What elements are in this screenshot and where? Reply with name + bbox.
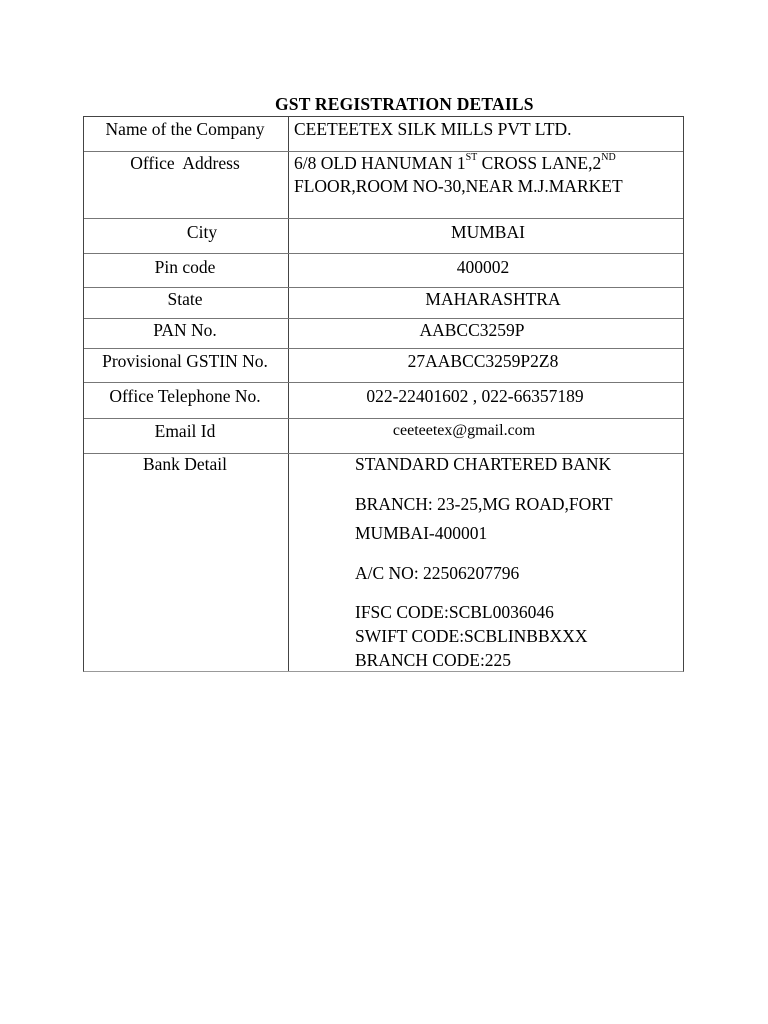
- value-bank-ifsc: IFSC CODE:SCBL0036046: [355, 602, 554, 622]
- value-telephone: 022-22401602 , 022-66357189: [366, 386, 584, 406]
- value-pin-code: 400002: [456, 257, 510, 277]
- label-email: Email Id: [154, 421, 216, 441]
- value-pan: AABCC3259P: [419, 320, 525, 340]
- address-superscript-nd: ND: [601, 152, 616, 164]
- row-divider: [84, 287, 683, 288]
- row-divider: [84, 418, 683, 419]
- address-line1-part2: CROSS LANE,2: [477, 153, 602, 173]
- label-telephone: Office Telephone No.: [109, 386, 261, 406]
- address-superscript-st: ST: [465, 152, 478, 164]
- label-bank-detail: Bank Detail: [142, 454, 228, 474]
- row-divider: [84, 382, 683, 383]
- row-divider: [84, 253, 683, 254]
- label-pan: PAN No.: [153, 320, 217, 340]
- row-divider: [84, 151, 683, 152]
- row-divider: [84, 218, 683, 219]
- column-divider: [288, 117, 289, 671]
- value-gstin: 27AABCC3259P2Z8: [407, 351, 559, 371]
- value-bank-name: STANDARD CHARTERED BANK: [355, 454, 612, 474]
- value-bank-swift: SWIFT CODE:SCBLINBBXXX: [355, 626, 588, 646]
- label-city: City: [186, 222, 218, 242]
- value-bank-branch-code: BRANCH CODE:225: [355, 650, 512, 670]
- value-company-name: CEETEETEX SILK MILLS PVT LTD.: [294, 119, 572, 139]
- value-state: MAHARASHTRA: [425, 289, 561, 309]
- value-bank-account: A/C NO: 22506207796: [355, 563, 520, 583]
- value-city: MUMBAI: [451, 222, 525, 242]
- label-gstin: Provisional GSTIN No.: [102, 351, 268, 371]
- row-divider: [84, 348, 683, 349]
- label-state: State: [167, 289, 203, 309]
- label-office-address: Office Address: [130, 153, 240, 173]
- label-pin-code: Pin code: [154, 257, 216, 277]
- value-bank-branch-line2: MUMBAI-400001: [355, 523, 488, 543]
- row-divider: [84, 318, 683, 319]
- document-title: GST REGISTRATION DETAILS: [275, 94, 534, 114]
- value-office-address-line2: FLOOR,ROOM NO-30,NEAR M.J.MARKET: [294, 176, 623, 196]
- value-bank-branch-line1: BRANCH: 23-25,MG ROAD,FORT: [355, 494, 613, 514]
- label-company-name: Name of the Company: [105, 119, 265, 139]
- value-office-address-line1: [294, 153, 616, 173]
- address-line1-part1: 6/8 OLD HANUMAN 1: [294, 153, 466, 173]
- value-email: ceeteetex@gmail.com: [392, 422, 536, 439]
